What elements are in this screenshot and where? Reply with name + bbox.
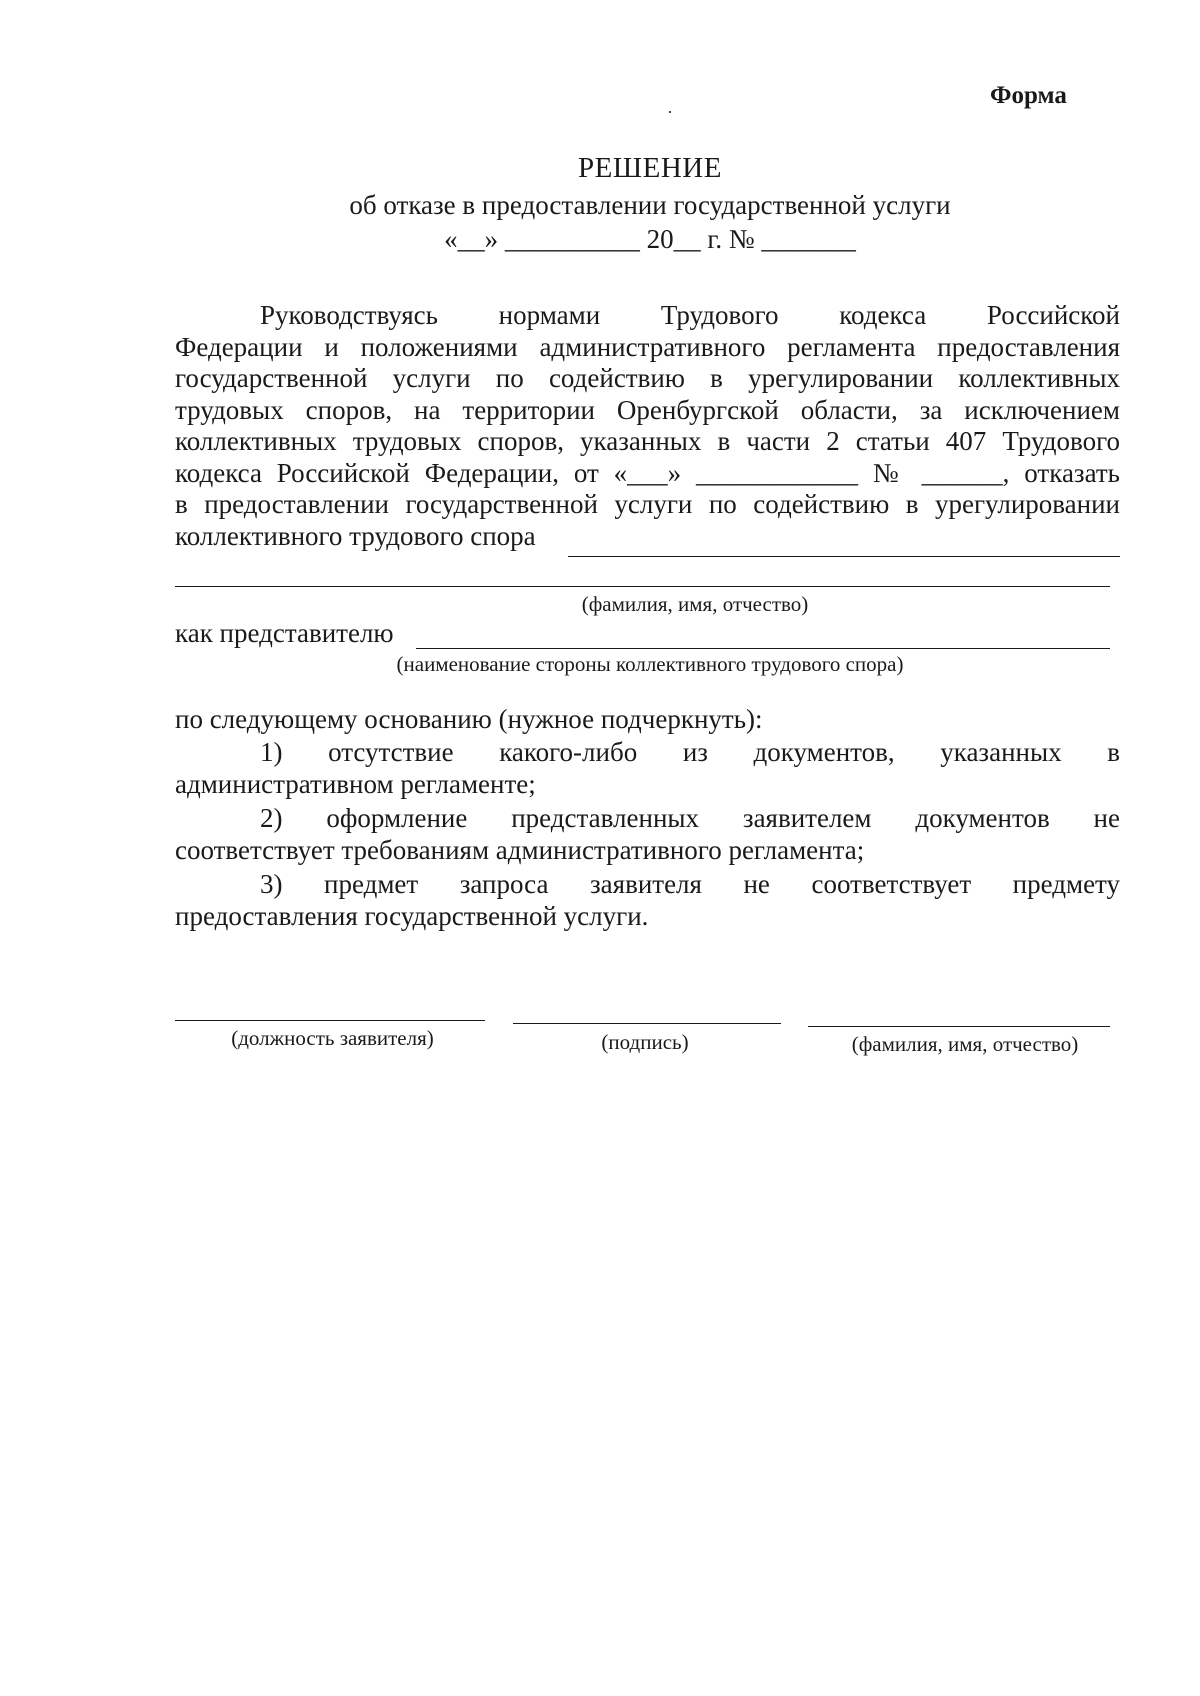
paragraph-line: Руководствуясь нормами Трудового кодекса Российской xyxy=(260,300,1120,330)
grounds-intro: по следующему основанию (нужное подчеркнуть): xyxy=(175,704,763,734)
signature-fill-line xyxy=(513,1023,781,1024)
party-fill-line xyxy=(416,648,1110,649)
scan-speck xyxy=(669,111,671,113)
document-subtitle: об отказе в предоставлении государственной услуги xyxy=(349,190,951,220)
grounds-list xyxy=(175,736,1120,932)
paragraph-line: в предоставлении государственной услуги по содействию в урегулировании xyxy=(175,489,1120,519)
paragraph-line: коллективных трудовых споров, указанных в части 2 статьи 407 Трудового xyxy=(175,426,1120,456)
form-label: Форма xyxy=(990,82,1067,109)
name-fill-line xyxy=(808,1026,1110,1027)
fio-fill-line xyxy=(175,586,1110,587)
paragraph-line: кодекса Российской Федерации, от «___» ____________ № ______, отказать xyxy=(175,457,1120,488)
representative-label: как представителю xyxy=(175,618,394,648)
dispute-fill-line xyxy=(568,556,1120,557)
paragraph-line: государственной услуги по содействию в урегулировании коллективных xyxy=(175,363,1120,393)
ground-item-3-cont: предоставления государственной услуги. xyxy=(175,901,649,931)
ground-item-3: 3) предмет запроса заявителя не соответствует предмету xyxy=(260,869,1120,899)
ground-item-1-cont: административном регламенте; xyxy=(175,769,536,799)
caption-fio: (фамилия, имя, отчество) xyxy=(581,592,809,616)
date-number-line: «__» __________ 20__ г. № _______ xyxy=(444,224,856,254)
ground-item-2: 2) оформление представленных заявителем документов не xyxy=(260,803,1120,833)
caption-name: (фамилия, имя, отчество) xyxy=(851,1032,1079,1056)
caption-position: (должность заявителя) xyxy=(231,1026,434,1050)
paragraph-line: трудовых споров, на территории Оренбургской области, за исключением xyxy=(175,394,1120,425)
paragraph-line: Федерации и положениями административного регламента предоставления xyxy=(175,331,1120,362)
document-title: РЕШЕНИЕ xyxy=(578,152,722,184)
ground-item-2-cont: соответствует требованиям административного регламента; xyxy=(175,835,865,865)
paragraph-line: коллективного трудового спора xyxy=(175,520,536,551)
caption-party: (наименование стороны коллективного трудового спора) xyxy=(396,652,904,676)
position-fill-line xyxy=(175,1020,485,1021)
main-paragraph xyxy=(175,300,1120,552)
caption-signature: (подпись) xyxy=(601,1030,689,1054)
ground-item-1: 1) отсутствие какого-либо из документов, указанных в xyxy=(260,737,1120,767)
